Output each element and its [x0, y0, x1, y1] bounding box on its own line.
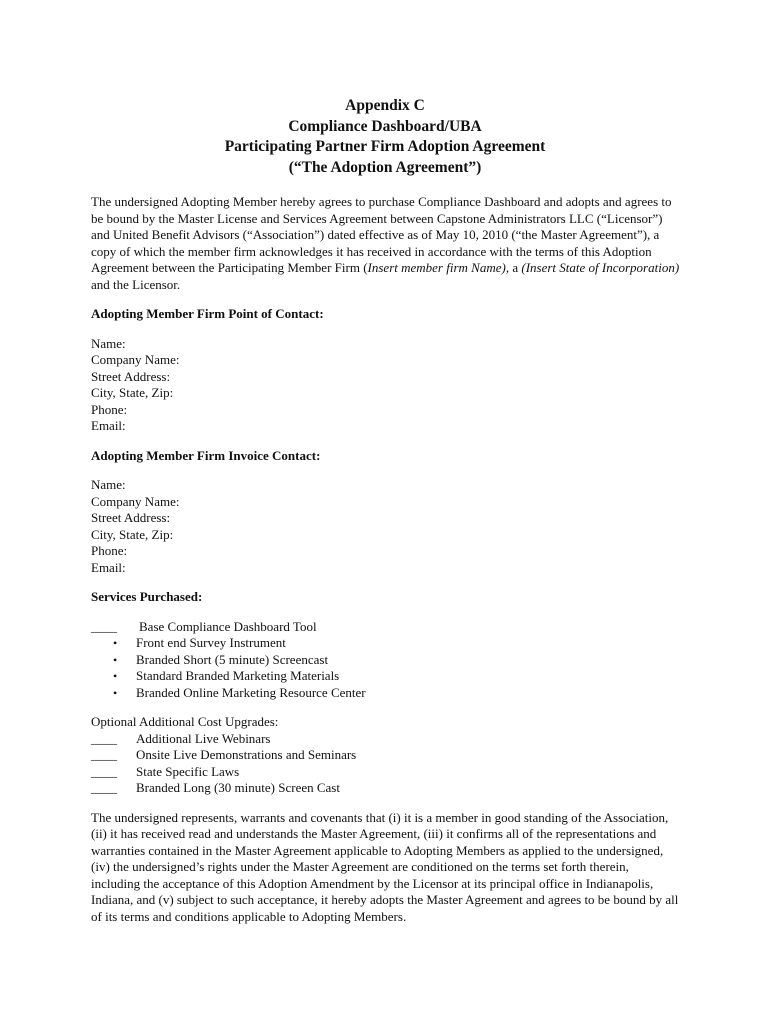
service-feature-list: [91, 635, 681, 701]
point-of-contact-fields: [91, 336, 681, 435]
upgrade-row-state-laws: [91, 764, 681, 781]
title-line-short-name: (“The Adoption Agreement”): [288, 158, 482, 176]
upgrade-label: Onsite Live Demonstrations and Seminars: [136, 747, 357, 762]
invoice-street-label: Street Address:: [91, 510, 171, 525]
upgrade-label: Additional Live Webinars: [136, 730, 271, 746]
poc-company-label: Company Name:: [91, 352, 180, 367]
closing-paragraph: The undersigned represents, warrants and covenants that (i) it is a member in good standing of the Association, (ii) it has received read and understands the Master Agreement, (iii) it confirms all of the representations and warranties contained in the Master Agreement applicable to Adopting Members as applied to the undersigned, (iv) the undersigned’s rights under the Master Agreement are conditioned on the terms set forth therein, including the acceptance of this Adoption Amendment by the Licensor at its principal office in Indianapolis, Indiana, and (v) subject to such acceptance, it hereby adopts the Master Agreement and agrees to be bound by all of its terms and conditions applicable to Adopting Members.: [91, 809, 679, 924]
services-heading: Services Purchased:: [91, 589, 203, 604]
invoice-contact-heading: Adopting Member Firm Invoice Contact:: [91, 447, 321, 463]
list-item: • Branded Short (5 minute) Screencast: [113, 651, 329, 667]
invoice-company-label: Company Name:: [91, 493, 180, 509]
bullet-icon: •: [113, 652, 118, 667]
upgrade-blank[interactable]: ____: [91, 780, 117, 795]
list-item: • Front end Survey Instrument: [113, 635, 286, 650]
upgrade-blank[interactable]: ____: [91, 747, 117, 762]
upgrade-label: Branded Long (30 minute) Screen Cast: [136, 780, 340, 795]
upgrade-row-screencast: [91, 780, 681, 797]
title-line-agreement: Participating Partner Firm Adoption Agreement: [224, 138, 546, 155]
base-service-row: [91, 619, 681, 636]
invoice-phone-label: Phone:: [91, 543, 128, 558]
member-firm-placeholder: Insert member firm Name),: [367, 260, 510, 275]
base-service-blank[interactable]: ____: [91, 618, 117, 634]
bullet-icon: •: [113, 685, 118, 700]
state-placeholder: (Insert State of Incorporation): [521, 260, 680, 275]
poc-phone-label: Phone:: [91, 401, 128, 417]
upgrades-heading: Optional Additional Cost Upgrades:: [91, 714, 279, 729]
list-item: • Standard Branded Marketing Materials: [113, 668, 340, 683]
title-line-appendix: Appendix C: [345, 97, 425, 114]
bullet-icon: •: [113, 669, 118, 683]
poc-email-label: Email:: [91, 418, 126, 433]
invoice-city-label: City, State, Zip:: [91, 526, 174, 542]
base-service-label: Base Compliance Dashboard Tool: [139, 618, 317, 634]
bullet-icon: •: [113, 636, 118, 650]
optional-upgrades: [91, 714, 681, 797]
document-title: [0, 96, 770, 178]
upgrade-label: State Specific Laws: [136, 763, 240, 779]
upgrade-row-webinars: [91, 731, 681, 748]
list-item: • Branded Online Marketing Resource Center: [113, 684, 366, 700]
poc-city-label: City, State, Zip:: [91, 385, 174, 400]
poc-name-label: Name:: [91, 335, 126, 351]
invoice-email-label: Email:: [91, 559, 126, 575]
invoice-contact-fields: [91, 477, 681, 576]
upgrade-row-onsite: [91, 747, 681, 764]
intro-paragraph: The undersigned Adopting Member hereby agrees to purchase Compliance Dashboard and adopts and agrees to be bound by the Master License and Services Agreement between Capstone Administrators LLC (“Licensor”) and United Benefit Advisors (“Association”) dated effective as of May 10, 2010 (“the Master Agreement”), a copy of which the member firm acknowledges it has received in accordance with the terms of this Adoption Agreement between the Participating Member Firm (Insert member firm Name), a (Insert State of Incorporation) and the Licensor.: [91, 194, 680, 292]
point-of-contact-heading: Adopting Member Firm Point of Contact:: [91, 306, 324, 321]
invoice-name-label: Name:: [91, 477, 126, 492]
document-body: [91, 194, 681, 925]
title-line-product: Compliance Dashboard/UBA: [288, 117, 482, 135]
upgrade-blank[interactable]: ____: [91, 763, 117, 779]
upgrade-blank[interactable]: ____: [91, 730, 117, 746]
poc-street-label: Street Address:: [91, 368, 171, 384]
